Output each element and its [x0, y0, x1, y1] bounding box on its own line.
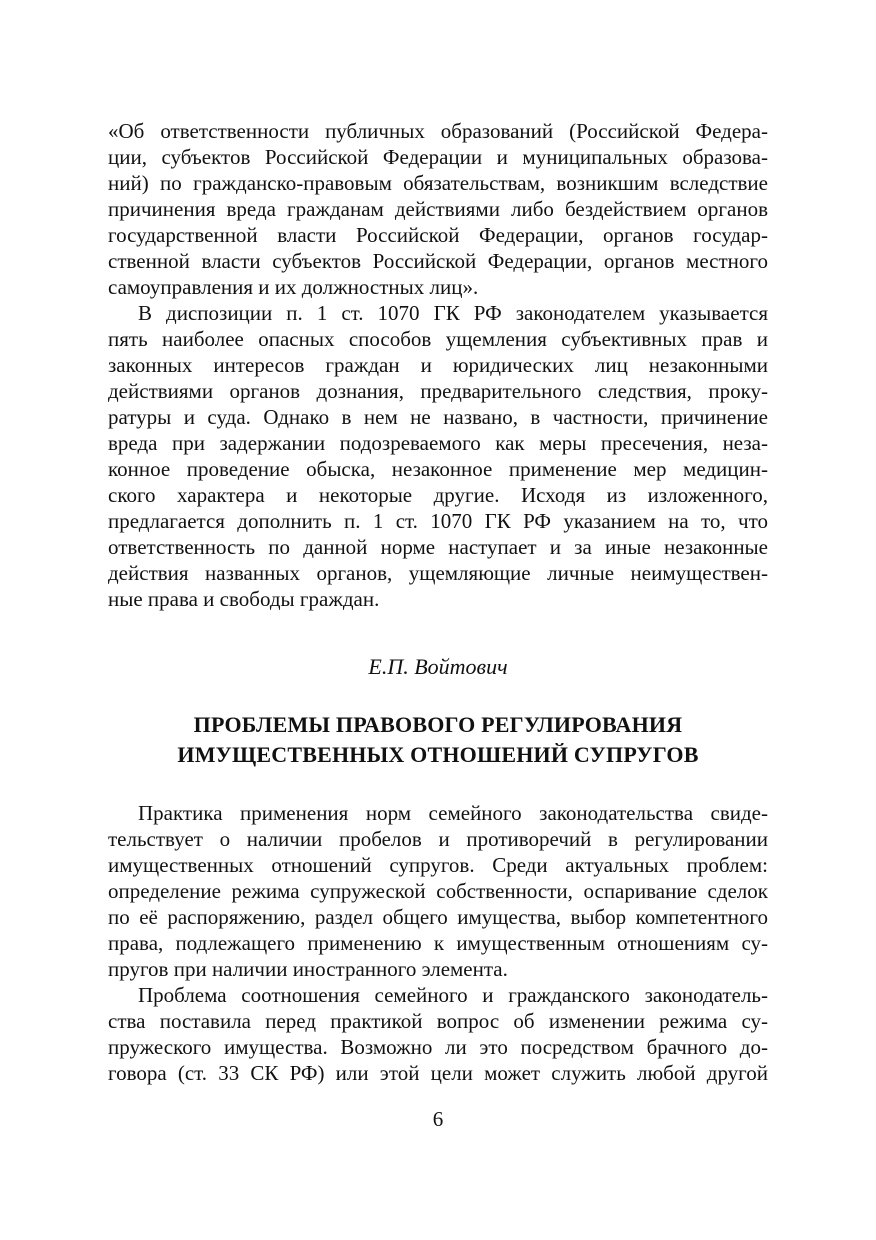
article-author: Е.П. Войтович — [368, 654, 508, 679]
text-line: тельствует о наличии пробелов и противоречий в регулировании — [108, 827, 768, 851]
text-line: конное проведение обыска, незаконное применение мер медицин- — [108, 457, 768, 481]
text-line: права, подлежащего применению к имущественным отношениям су- — [108, 931, 768, 955]
text-line: пять наиболее опасных способов ущемления субъективных прав и — [108, 327, 768, 351]
text-line: В диспозиции п. 1 ст. 1070 ГК РФ законодателем указывается — [138, 301, 768, 325]
text-line: ний) по гражданско-правовым обязательствам, возникшим вследствие — [108, 171, 768, 195]
text-line: причинения вреда гражданам действиями либо бездействием органов — [108, 197, 768, 221]
text-line: ства поставила перед практикой вопрос об изменении режима су- — [108, 1009, 768, 1033]
text-line: имущественных отношений супругов. Среди актуальных проблем: — [108, 853, 768, 877]
text-line: ответственность по данной норме наступает и за иные незаконные — [108, 535, 768, 559]
text-line: законных интересов граждан и юридических лиц незаконными — [108, 353, 768, 377]
text-line: вреда при задержании подозреваемого как меры пресечения, неза- — [108, 431, 768, 455]
text-line: говора (ст. 33 СК РФ) или этой цели может служить любой другой — [108, 1061, 768, 1085]
text-line: действиями органов дознания, предварительного следствия, проку- — [108, 379, 768, 403]
text-line: пружеского имущества. Возможно ли это посредством брачного до- — [108, 1035, 768, 1059]
article-title-line-1: ПРОБЛЕМЫ ПРАВОВОГО РЕГУЛИРОВАНИЯ — [193, 712, 683, 737]
text-line: действия названных органов, ущемляющие личные неимуществен- — [108, 561, 768, 585]
page-number: 6 — [432, 1107, 444, 1131]
text-line: по её распоряжению, раздел общего имущества, выбор компетентного — [108, 905, 768, 929]
text-line: самоуправления и их должностных лиц». — [108, 275, 479, 299]
text-line: пругов при наличии иностранного элемента. — [108, 957, 508, 981]
text-line: Проблема соотношения семейного и гражданского законодатель- — [138, 983, 768, 1007]
article-title-line-2: ИМУЩЕСТВЕННЫХ ОТНОШЕНИЙ СУПРУГОВ — [177, 742, 699, 767]
text-line: ственной власти субъектов Российской Федерации, органов местного — [108, 249, 768, 273]
text-line: ции, субъектов Российской Федерации и муниципальных образова- — [108, 145, 768, 169]
text-line: Практика применения норм семейного законодательства свиде- — [138, 801, 768, 825]
text-line: ные права и свободы граждан. — [108, 587, 380, 611]
text-line: предлагается дополнить п. 1 ст. 1070 ГК РФ указанием на то, что — [108, 509, 768, 533]
text-line: «Об ответственности публичных образований (Российской Федера- — [108, 119, 768, 143]
text-line: ского характера и некоторые другие. Исходя из изложенного, — [108, 483, 768, 507]
text-line: ратуры и суда. Однако в нем не названо, в частности, причинение — [108, 405, 768, 429]
text-line: определение режима супружеской собственности, оспаривание сделок — [108, 879, 768, 903]
text-line: государственной власти Российской Федерации, органов государ- — [108, 223, 768, 247]
